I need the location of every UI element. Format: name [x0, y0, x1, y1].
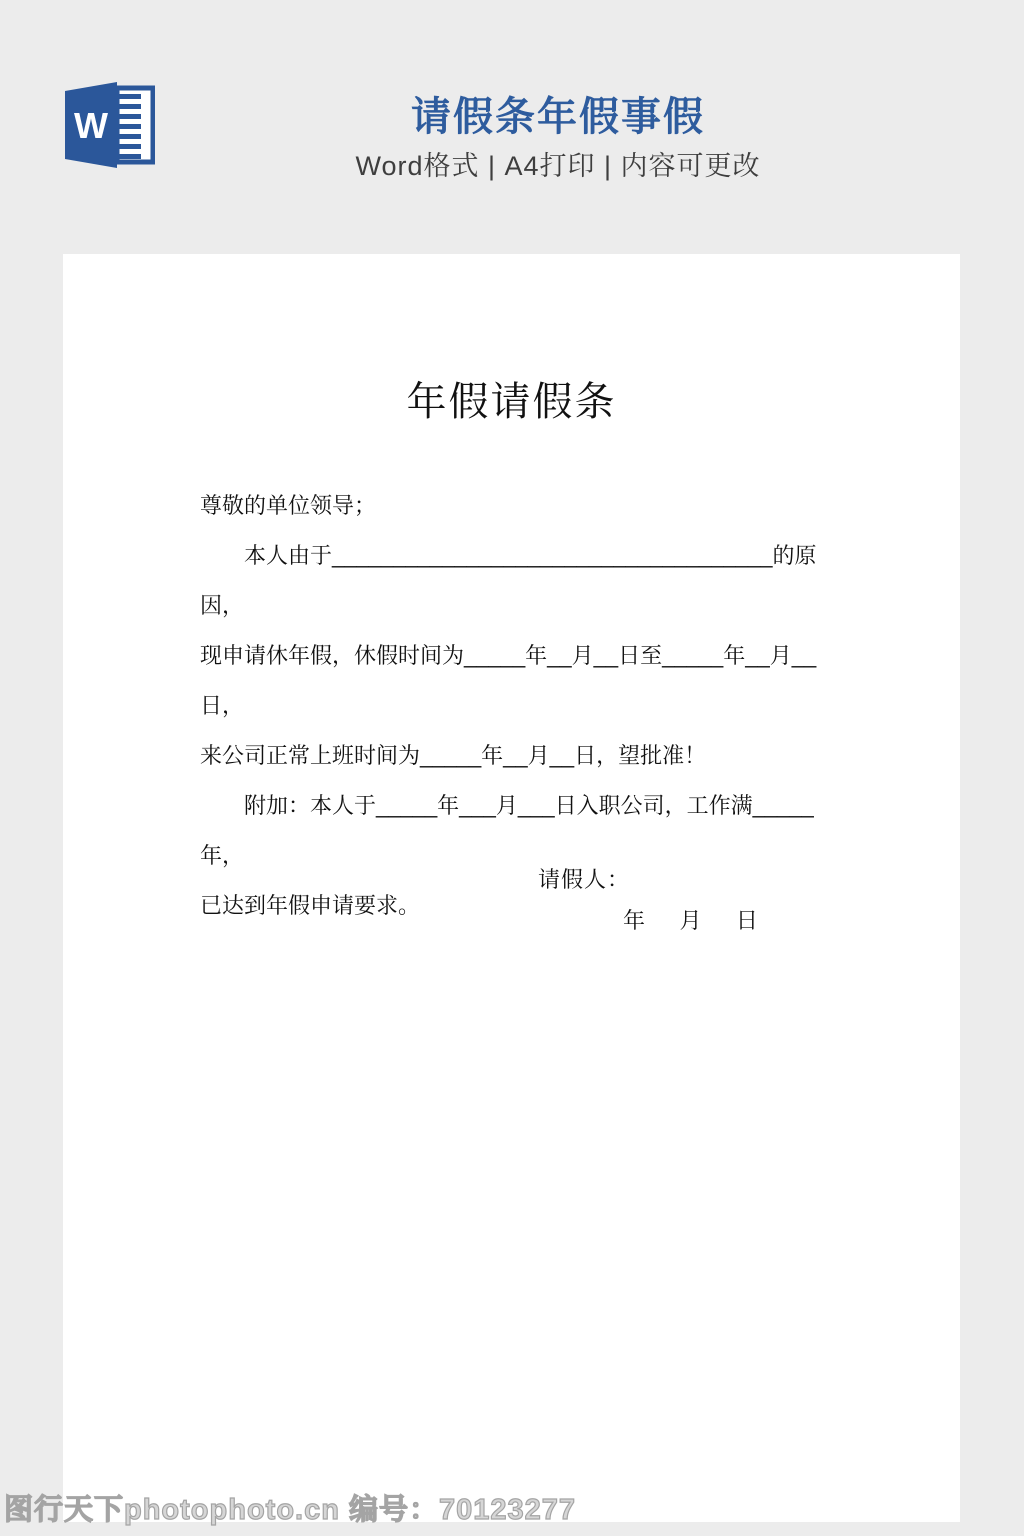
page-title: 请假条年假事假: [411, 95, 705, 139]
doc-line: 已达到年假申请要求。: [200, 893, 421, 918]
doc-line: 附加：本人于_____年___月___日入职公司，工作满_____年，: [200, 793, 814, 868]
doc-line: 来公司正常上班时间为_____年__月__日，望批准！: [200, 743, 707, 768]
signature-date-line: 年 月 日: [623, 908, 760, 933]
word-icon-letter: W: [74, 105, 108, 146]
watermark: 图行天下photophoto.cn 编号：70123277: [4, 1494, 577, 1526]
doc-line: 本人由于____________________________________的原因，: [200, 543, 817, 618]
document-paper: [63, 254, 960, 1522]
doc-line: 尊敬的单位领导；: [200, 493, 377, 518]
document-body: [200, 481, 848, 931]
doc-line: 现申请休年假，休假时间为_____年__月__日至_____年__月__日，: [200, 643, 817, 718]
document-title: 年假请假条: [406, 380, 617, 424]
page-subtitle: Word格式 | A4打印 | 内容可更改: [355, 151, 761, 181]
header: [92, 94, 1024, 182]
signature-label: 请假人：: [538, 867, 631, 892]
